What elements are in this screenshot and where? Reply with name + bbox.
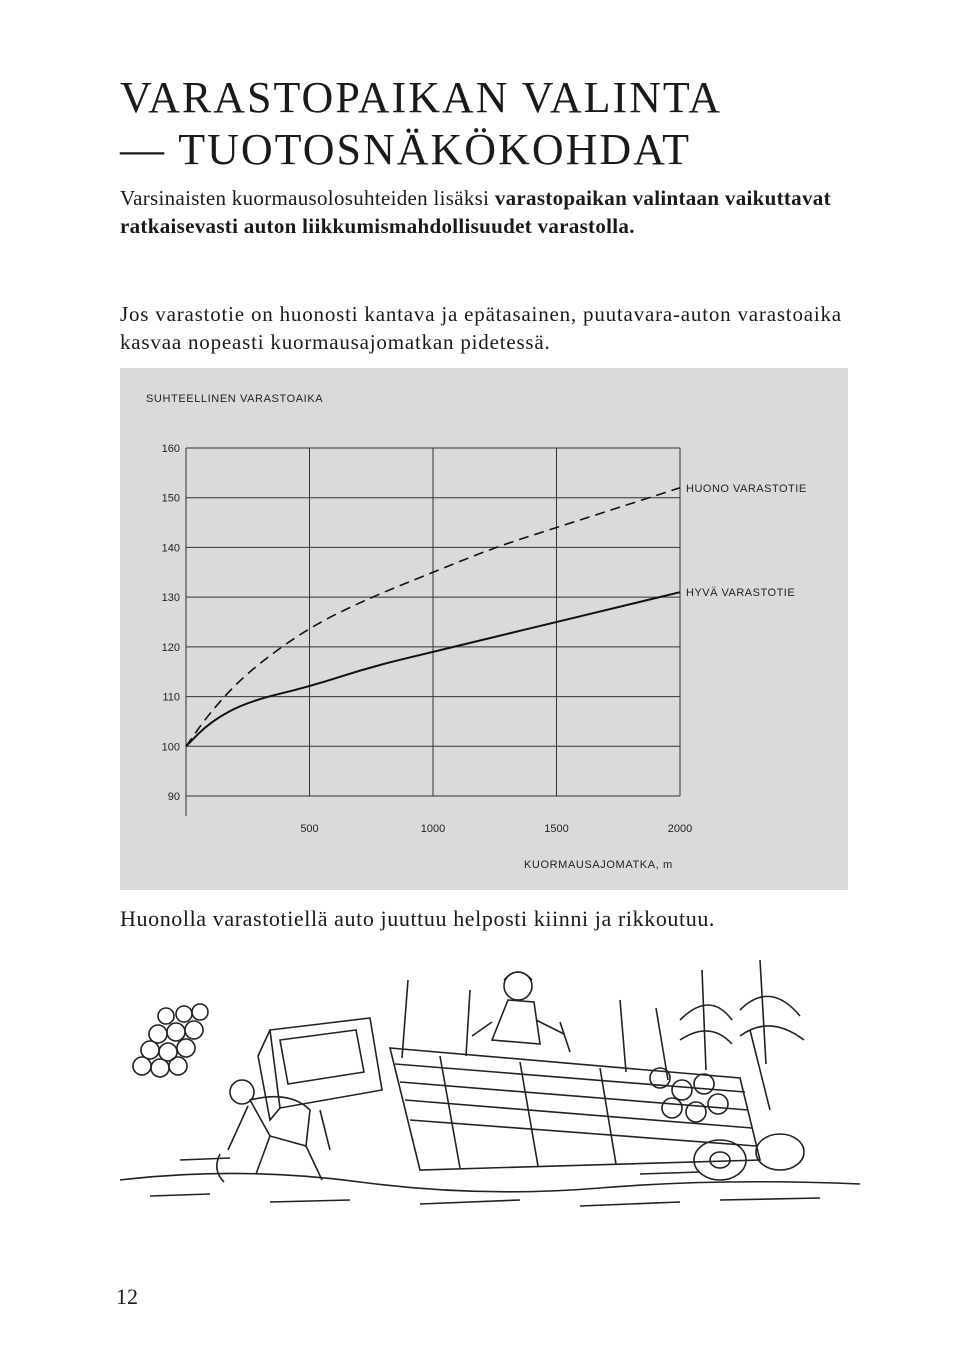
truck-wheels: [694, 1134, 804, 1180]
man-on-load: [472, 972, 570, 1052]
timber-load: [390, 1048, 760, 1170]
intro-text: Varsinaisten kuormausolosuhteiden lisäksi: [120, 186, 495, 210]
title-line-2: — TUOTOSNÄKÖKOHDAT: [120, 125, 691, 174]
log-pile-left: [133, 1004, 208, 1077]
man-bending: [217, 1080, 322, 1182]
y-tick-label: 160: [161, 443, 180, 455]
y-tick-label: 120: [161, 641, 180, 654]
tick-labels: [162, 443, 693, 835]
y-tick-label: 130: [161, 592, 180, 605]
gridlines: [186, 448, 680, 816]
x-tick-label: 500: [300, 823, 319, 835]
chart-panel: [120, 368, 848, 890]
y-tick-label: 110: [162, 691, 180, 704]
series-labels: [686, 483, 807, 599]
x-tick-label: 1000: [420, 823, 446, 835]
figure-caption: Huonolla varastotiellä auto juuttuu helposti kiinni ja rikkoutuu.: [120, 906, 716, 931]
body-paragraph: Jos varastotie on huonosti kantava ja epätasainen, puutavara-auton varastoaika kasvaa nopeasti kuormausajomatkan pidetessä.: [120, 302, 842, 354]
page-number: 12: [116, 1284, 138, 1309]
cartoon-illustration: [120, 960, 860, 1215]
truck-cab: [258, 1018, 382, 1150]
x-tick-label: 1500: [544, 823, 569, 835]
series-label: HYVÄ VARASTOTIE: [686, 587, 796, 600]
page-title: [120, 72, 880, 176]
series-label: HUONO VARASTOTIE: [686, 482, 807, 495]
y-tick-label: 140: [161, 542, 180, 555]
y-tick-label: 150: [161, 492, 180, 505]
y-tick-label: 90: [167, 791, 180, 803]
x-axis-label: KUORMAUSAJOMATKA, m: [524, 859, 673, 871]
title-line-1: VARASTOPAIKAN VALINTA: [120, 73, 723, 122]
intro-paragraph: [120, 184, 860, 240]
chart: [120, 368, 848, 890]
trailer-stakes: [402, 980, 770, 1110]
muddy-ground: [120, 1158, 860, 1206]
intro-bold-text: varastopaikan valintaan vaikuttavat ratkaisevasti auton liikkumismahdollisuudet varastolla.: [120, 186, 831, 238]
x-tick-label: 2000: [667, 823, 693, 835]
y-tick-label: 100: [161, 741, 180, 754]
trees: [680, 960, 804, 1070]
y-axis-label: SUHTEELLINEN VARASTOAIKA: [146, 393, 324, 405]
